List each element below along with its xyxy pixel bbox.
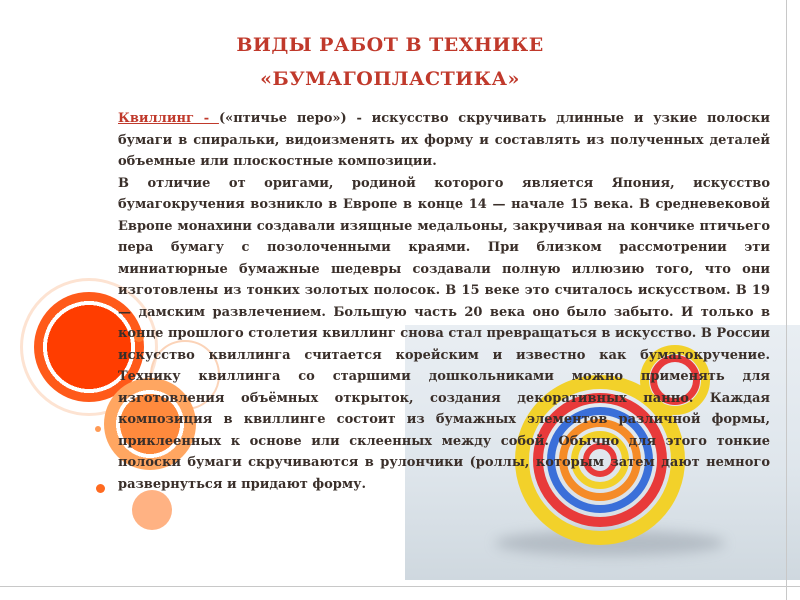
decorative-circle-low (132, 490, 172, 530)
definition-text: («птичье перо») - искусство скручивать длинные и узкие полоски бумаги в спиральки, видоизменять их форму и составлять из полученных деталей объемные или плоскостные композиции. (118, 111, 770, 169)
slide-body (118, 108, 770, 495)
frame-border-right (786, 0, 787, 600)
slide-title (190, 28, 590, 96)
decorative-dot (95, 426, 101, 432)
decorative-dot (96, 484, 105, 493)
title-line-2: «БУМАГОПЛАСТИКА» (260, 68, 520, 90)
title-line-1: ВИДЫ РАБОТ В ТЕХНИКЕ (236, 34, 544, 56)
frame-border-bottom (0, 586, 800, 587)
paragraph-definition (118, 108, 770, 173)
term-quilling: Квиллинг - (118, 111, 219, 126)
paragraph-history: В отличие от оригами, родиной которого является Япония, искусство бумагокручения возникло в Европе в конце 14 — начале 15 века. В средневековой Европе монахини создавали изящные медальоны, закручивая на кончике птичьего пера бумагу с позолоченными краями. При близком рассмотрении эти миниатюрные бумажные шедевры создавали полную иллюзию того, что они изготовлены из тонких золотых полосок. В 15 веке это считалось искусством. В 19 — дамским развлечением. Большую часть 20 века оно было забыто. И только в конце прошлого столетия квиллинг снова стал превращаться в искусство. В России искусство квиллинга считается корейским и известно как бумагокручение. Технику квиллинга со старшими дошкольниками можно применять для изготовления объёмных открыток, создания декоративных панно. Каждая композиция в квиллинге состоит из бумажных элементов различной формы, приклеенных к основе или склеенных между собой. Обычно для этого тонкие полоски бумаги скручиваются в рулончики (роллы, которым затем дают немного развернуться и придают форму. (118, 175, 770, 492)
